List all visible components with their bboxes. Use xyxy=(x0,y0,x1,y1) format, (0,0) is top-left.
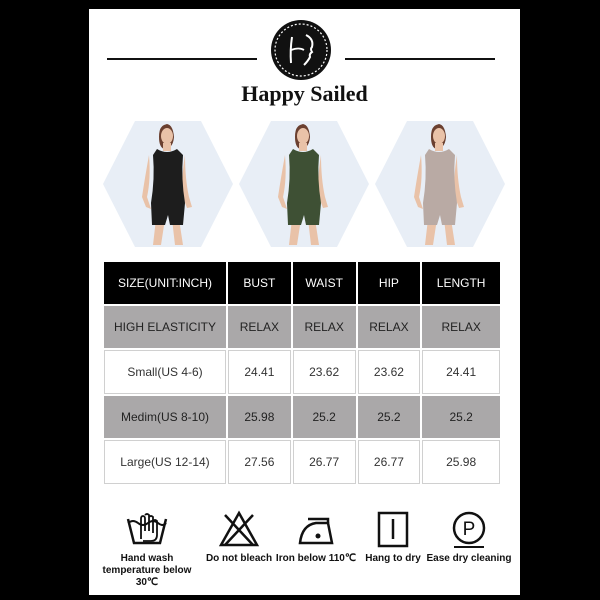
brand-name: Happy Sailed xyxy=(241,81,368,106)
romper-garment xyxy=(423,149,457,225)
care-label: Ease dry cleaning xyxy=(426,553,512,564)
table-cell: 25.98 xyxy=(422,440,500,484)
care-label: Do not bleach xyxy=(205,553,273,564)
table-row xyxy=(104,440,500,484)
table-cell: RELAX xyxy=(422,306,500,348)
table-cell: 23.62 xyxy=(358,350,421,394)
table-cell: 25.2 xyxy=(293,396,356,438)
table-row xyxy=(104,350,500,394)
svg-text:P: P xyxy=(462,519,476,540)
row-label: Small(US 4-6) xyxy=(104,350,226,394)
table-row xyxy=(104,396,500,438)
care-label: Iron below 110℃ xyxy=(275,553,357,564)
table-cell: 24.41 xyxy=(228,350,291,394)
care-hand-wash xyxy=(97,509,197,589)
divider-left xyxy=(107,58,257,60)
dry-clean-icon xyxy=(447,509,491,549)
hand-wash-icon xyxy=(125,509,169,549)
table-cell: 23.62 xyxy=(293,350,356,394)
care-label: Hand wash temperature below 30℃ xyxy=(102,553,192,588)
header-cell: BUST xyxy=(228,262,291,304)
row-label: Medim(US 8-10) xyxy=(104,396,226,438)
romper-garment xyxy=(151,149,185,225)
hang-dry-icon xyxy=(371,509,415,549)
table-cell: 26.77 xyxy=(293,440,356,484)
product-card xyxy=(89,9,520,595)
table-cell: 27.56 xyxy=(228,440,291,484)
header-cell: HIP xyxy=(358,262,421,304)
model-photo-green xyxy=(237,119,371,249)
row-label: HIGH ELASTICITY xyxy=(104,306,226,348)
table-cell: 25.98 xyxy=(228,396,291,438)
header-cell: WAIST xyxy=(293,262,356,304)
table-cell: RELAX xyxy=(293,306,356,348)
table-cell: 25.2 xyxy=(422,396,500,438)
divider-right xyxy=(345,58,495,60)
table-cell: 25.2 xyxy=(358,396,421,438)
table-cell: 26.77 xyxy=(358,440,421,484)
size-chart-table xyxy=(102,260,502,486)
table-cell: RELAX xyxy=(358,306,421,348)
table-header-row xyxy=(104,262,500,304)
care-label: Hang to dry xyxy=(365,553,421,564)
header-cell: SIZE(UNIT:INCH) xyxy=(104,262,226,304)
row-label: Large(US 12-14) xyxy=(104,440,226,484)
table-cell: 24.41 xyxy=(422,350,500,394)
care-dry-clean xyxy=(424,509,514,565)
model-photo-taupe xyxy=(373,119,507,249)
do-not-bleach-icon xyxy=(217,509,261,549)
table-cell: RELAX xyxy=(228,306,291,348)
model-photo-black xyxy=(101,119,235,249)
iron-icon xyxy=(294,509,338,549)
h-silhouette-logo xyxy=(270,19,332,81)
table-row xyxy=(104,306,500,348)
header-cell: LENGTH xyxy=(422,262,500,304)
romper-garment xyxy=(287,149,321,225)
